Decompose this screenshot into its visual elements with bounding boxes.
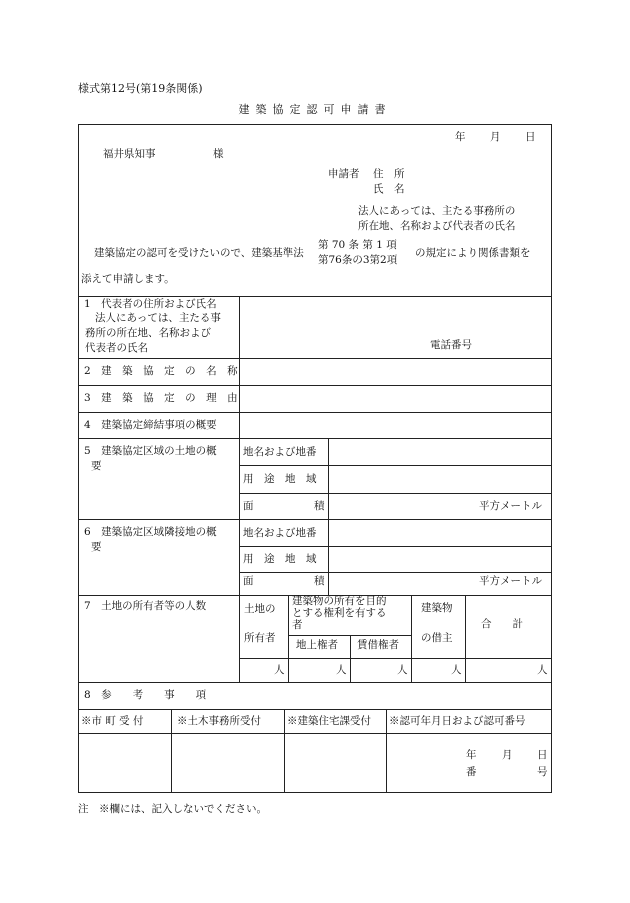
row-5-lot-label: 地名および地番 (243, 446, 317, 458)
row-6-area-label-a: 面 (243, 575, 254, 587)
row-6-label-line-2: 要 (91, 541, 102, 553)
corporate-note-line-2: 所在地、名称および代表者の氏名 (358, 220, 516, 232)
addressee: 福井県知事 (103, 148, 156, 160)
landowner-header-line-2: 所有者 (244, 632, 276, 644)
civil-office-reception-header: ※土木事務所受付 (177, 715, 261, 727)
phone-number-label: 電話番号 (430, 339, 472, 351)
approval-date-number-header: ※認可年月日および認可番号 (389, 715, 526, 727)
row-8-label: 8 参 考 事 項 (84, 689, 207, 701)
row-6-sqm-unit: 平方メートル (479, 575, 542, 587)
application-body-text-end: 添えて申請します。 (81, 273, 175, 285)
date-month-label: 月 (490, 131, 501, 143)
row-5-label-line-1: 5 建築協定区域の土地の概 (84, 445, 217, 457)
housing-division-reception-header: ※建築住宅課受付 (287, 715, 371, 727)
date-day-label: 日 (525, 131, 536, 143)
landowner-header-line-1: 土地の (244, 603, 276, 615)
total-count-unit: 人 (537, 664, 548, 676)
building-tenant-header-line-2: の借主 (421, 632, 453, 644)
city-reception-header: ※市 町 受 付 (81, 715, 144, 727)
corporate-note-line-1: 法人にあっては、主たる事務所の (358, 205, 516, 217)
law-reference-76: 第76条の3第2項 (318, 254, 398, 266)
form-number: 様式第12号(第19条関係) (78, 82, 203, 95)
row-6-area-label-b: 積 (314, 575, 325, 587)
row-6-zone-label: 用 途 地 域 (243, 553, 317, 565)
law-reference-70: 第 70 条 第 1 項 (318, 239, 397, 251)
applicant-label: 申請者 (328, 168, 360, 180)
approval-day-label: 日 (537, 749, 548, 761)
row-1-label-line-1: 1 代表者の住所および氏名 (84, 298, 217, 310)
right-holder-header-line-2: とする権利を有する (292, 607, 387, 619)
approval-year-label: 年 (466, 749, 477, 761)
row-6-label-line-1: 6 建築協定区域隣接地の概 (84, 526, 217, 538)
surface-count-unit: 人 (336, 664, 347, 676)
row-1-label-line-3: 務所の所在地、名称および (85, 327, 211, 339)
row-1-label-line-4: 代表者の氏名 (85, 342, 148, 354)
addressee-suffix: 様 (213, 148, 224, 160)
landowner-count-unit: 人 (274, 664, 285, 676)
address-label: 住 所 (373, 168, 405, 180)
application-body-text: 建築協定の認可を受けたいので、建築基準法 (94, 247, 304, 259)
building-tenant-header-line-1: 建築物 (421, 602, 453, 614)
row-5-sqm-unit: 平方メートル (479, 500, 542, 512)
approval-number-label-b: 号 (537, 766, 548, 778)
lease-rights-header: 賃借権者 (357, 639, 399, 651)
row-1-label-line-2: 法人にあっては、主たる事 (95, 312, 221, 324)
date-year-label: 年 (455, 131, 466, 143)
surface-rights-header: 地上権者 (296, 639, 338, 651)
lease-count-unit: 人 (397, 664, 408, 676)
row-5-label-line-2: 要 (91, 460, 102, 472)
row-4-label: 4 建築協定締結事項の概要 (84, 419, 217, 431)
row-5-zone-label: 用 途 地 域 (243, 473, 317, 485)
row-6-lot-label: 地名および地番 (243, 527, 317, 539)
row-5-area-label-a: 面 (243, 500, 254, 512)
row-2-label: 2 建 築 協 定 の 名 称 (84, 365, 238, 377)
tenant-count-unit: 人 (451, 664, 462, 676)
approval-number-label-a: 番 (466, 766, 477, 778)
application-body-text-cont: の規定により関係書類を (415, 247, 531, 259)
footer-note: 注 ※欄には、記入しないでください。 (78, 803, 267, 815)
row-3-label: 3 建 築 協 定 の 理 由 (84, 392, 238, 404)
right-holder-header-line-3: 者 (292, 619, 303, 631)
document-title: 建築協定認可申請書 (238, 103, 392, 116)
right-holder-header-line-1: 建築物の所有を目的 (292, 595, 387, 607)
approval-month-label: 月 (502, 749, 513, 761)
name-label: 氏 名 (373, 183, 405, 195)
row-7-label: 7 土地の所有者等の人数 (84, 600, 207, 612)
row-5-area-label-b: 積 (314, 500, 325, 512)
total-header: 合 計 (481, 618, 523, 630)
